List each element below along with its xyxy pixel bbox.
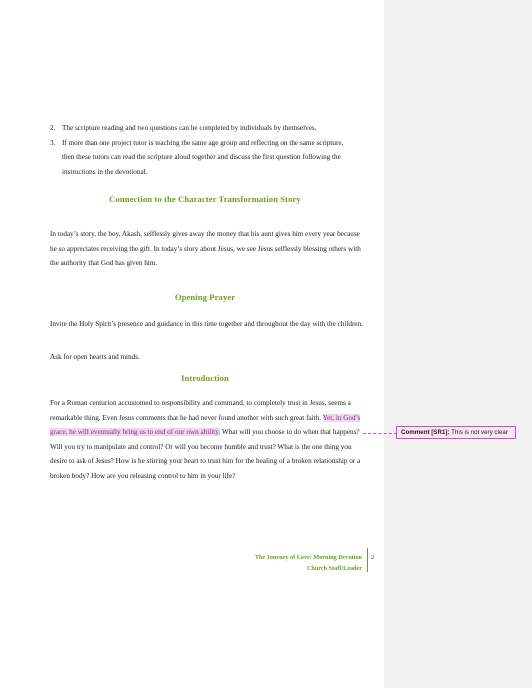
list-number: 2. — [50, 124, 56, 132]
page-footer — [240, 552, 362, 574]
prayer-paragraph-2: Ask for open hearts and minds. — [50, 353, 140, 361]
intro-text-before: For a Roman centurion accustomed to responsibility and command, to completely trust in Jesus, seems a remarkable thing. Even Jesus comments that he had never found another with such great faith. — [50, 399, 351, 422]
comment-balloon[interactable] — [396, 426, 516, 439]
prayer-paragraph: Invite the Holy Spirit’s presence and guidance in this time together and throughout the day with the children. — [50, 320, 363, 328]
section-heading-opening-prayer: Opening Prayer — [174, 292, 236, 302]
footer-subtitle: Church Staff/Leader — [306, 565, 362, 572]
list-number: 3. — [50, 138, 56, 147]
comment-connector-line — [363, 433, 397, 434]
commented-text-highlight[interactable]: Yet, in God’s grace, he will eventually bring us to end of our own ability. — [50, 413, 361, 436]
comment-text: This is not very clear — [451, 429, 508, 436]
list-item-text: If more than one project tutor is teaching the same age group and reflecting on the same scripture, then these tutors can read the scripture aloud together and discuss the first question following the instructions in the devotional. — [62, 138, 344, 176]
page-number: 2 — [371, 554, 375, 561]
list-item — [50, 121, 350, 136]
connection-paragraph: In today’s story, the boy, Akash, selflessly gives away the money that his aunt gives him every year because he so appreciates receiving the gift. In today’s story about Jesus, we see Jesus selflessly blessing others with the authority that God has given him. — [50, 230, 361, 267]
footer-title: The Journey of Love: Morning Devotion — [254, 554, 362, 561]
footer-divider — [367, 548, 368, 572]
intro-text-after: What will you choose to do when that happens? Will you try to manipulate and control? Or will you become humble and trust? What is the one thing you desire to ask of Jesus? How is he stirring your heart to trust him for the healing of a broken relationship or a broken body? How are you releasing control to him in your life? — [50, 428, 361, 480]
section-heading-introduction: Introduction — [181, 373, 229, 383]
numbered-list — [50, 121, 350, 179]
comment-margin-pane — [384, 0, 532, 688]
section-heading-connection: Connection to the Character Transformation Story — [109, 194, 301, 204]
list-item — [50, 136, 350, 180]
list-item-text: The scripture reading and two questions can be completed by individuals by themselves. — [62, 124, 317, 132]
introduction-paragraph — [50, 396, 366, 483]
comment-label: Comment [SR1]: — [401, 429, 450, 436]
